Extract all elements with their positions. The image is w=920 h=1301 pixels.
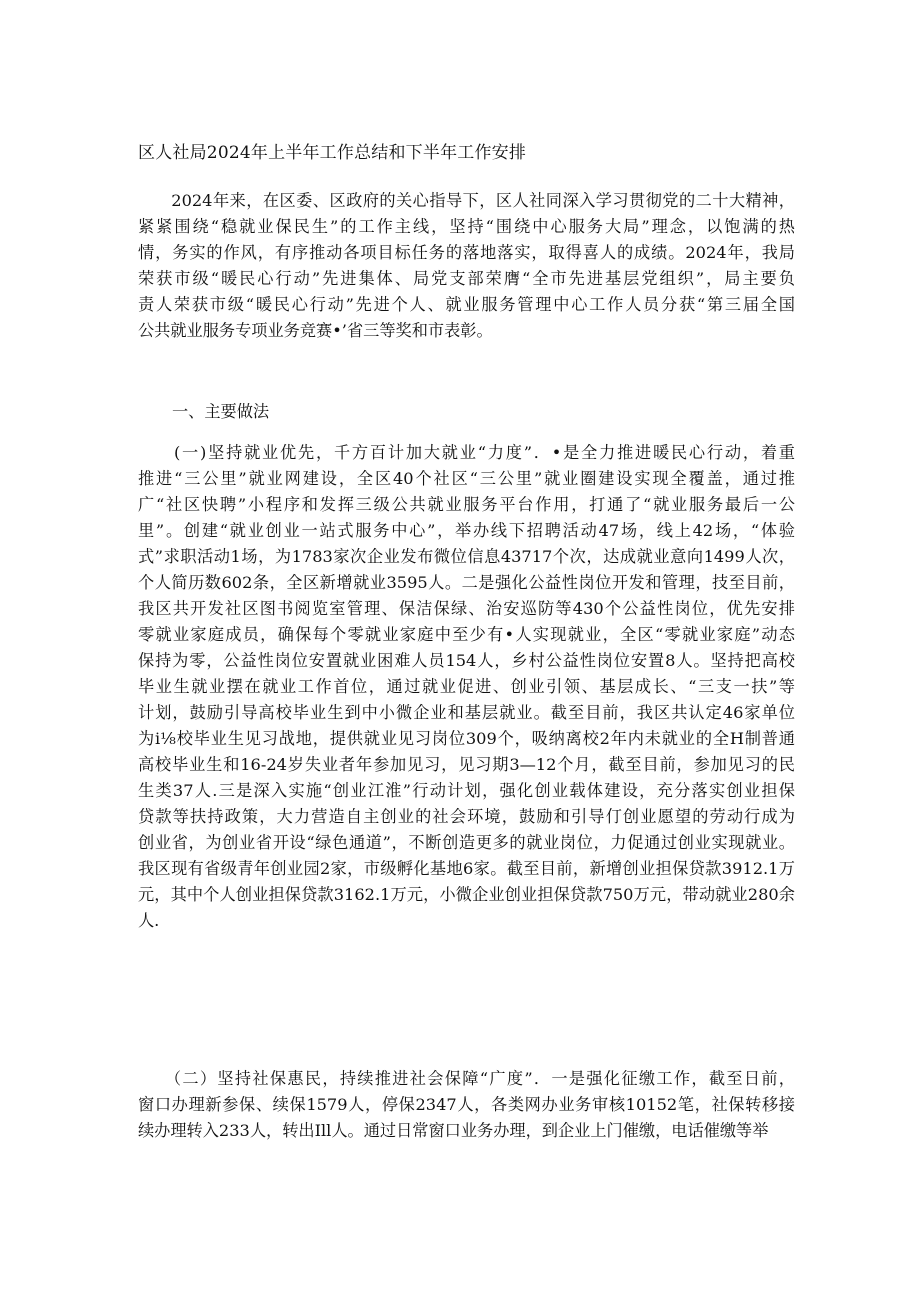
paragraph-line: 责人荣获市级“暖民心行动”先进个人、就业服务管理中心工作人员分获“第三届全国 [138, 295, 795, 314]
paragraph-line: 生类37人.三是深入实施“创业江淮”行动计划，强化创业载体建设，充分落实创业担保 [138, 781, 795, 800]
paragraph-line: 人. [138, 911, 160, 930]
paragraph-line: 推进“三公里”就业网建设，全区40个社区“三公里”就业圈建设实现全覆盖，通过推 [138, 469, 795, 488]
paragraph-line: 我区共开发社区图书阅览室管理、保洁保绿、治安巡防等430个公益性岗位，优先安排 [138, 599, 795, 618]
paragraph-line: 零就业家庭成员，确保每个零就业家庭中至少有•人实现就业，全区“零就业家庭”动态 [138, 625, 795, 644]
paragraph-line: 毕业生就业摆在就业工作首位，通过就业促进、创业引领、基层成长、“三支一扶”等 [138, 677, 795, 696]
paragraph-line: 紧紧围绕“稳就业保民生”的工作主线，坚持“围绕中心服务大局”理念，以饱满的热 [138, 217, 795, 236]
section-heading: 一、主要做法 [172, 402, 270, 421]
paragraph-line: 元，其中个人创业担保贷款3162.1万元，小微企业创业担保贷款750万元，带动就业280余 [138, 885, 795, 904]
paragraph-line: （二）坚持社保惠民，持续推进社会保障“广度”．一是强化征缴工作，截至日前， [138, 1069, 795, 1088]
paragraph-line: 窗口办理新参保、续保1579人，停保2347人，各类网办业务审核10152笔，社保转移接 [138, 1095, 795, 1114]
paragraph-line: 高校毕业生和16-24岁失业者年参加见习，见习期3—12个月，截至目前，参加见习的民 [138, 755, 795, 774]
paragraph-line: 保持为零，公益性岗位安置就业困难人员154人，乡村公益性岗位安置8人。坚持把高校 [138, 651, 795, 670]
paragraph-line: 我区现有省级青年创业园2家，市级孵化基地6家。截至目前，新增创业担保贷款3912.1万 [138, 859, 795, 878]
paragraph-line: 贷款等扶持政策，大力营造自主创业的社会环境，鼓励和引导仃创业愿望的劳动行成为 [138, 807, 795, 826]
paragraph-line: 创业省，为创业省开设“绿色通道”，不断创造更多的就业岗位，力促通过创业实现就业。 [138, 833, 795, 852]
section1-paragraph [138, 440, 795, 934]
paragraph-line: 为i⅛校毕业生见习战地，提供就业见习岗位309个，吸纳离校2年内未就业的全H制普通 [138, 729, 795, 748]
paragraph-line: 续办理转入233人，转出Ill人。通过日常窗口业务办理，到企业上门催缴，电话催缴等举 [138, 1121, 769, 1140]
paragraph-line: 个人简历数602条，全区新增就业3595人。二是强化公益性岗位开发和管理，技至目前， [138, 573, 795, 592]
paragraph-line: 广“社区快聘”小程序和发挥三级公共就业服务平台作用，打通了“就业服务最后一公 [138, 495, 795, 514]
document-title: 区人社局2024年上半年工作总结和下半年工作安排 [138, 143, 527, 163]
paragraph-line: 里”。创建“就业创业一站式服务中心”，举办线下招聘活动47场，线上42场，“体验 [138, 521, 795, 540]
paragraph-line: 荣获市级“暖民心行动”先进集体、局党支部荣膺“全市先进基层党组织”，局主要负 [138, 269, 795, 288]
paragraph-line: 式”求职活动1场，为1783家次企业发布微位信息43717个次，达成就业意向1499人次， [138, 547, 795, 566]
paragraph-line: (一)坚持就业优先，千方百计加大就业“力度”．•是全力推进暖民心行动，着重 [138, 443, 795, 462]
intro-paragraph [138, 188, 795, 344]
paragraph-line: 2024年来，在区委、区政府的关心指导下，区人社同深入学习贯彻党的二十大精神， [138, 191, 795, 210]
paragraph-line: 计划，鼓励引导高校毕业生到中小微企业和基层就业。截至目前，我区共认定46家单位 [138, 703, 795, 722]
paragraph-line: 公共就业服务专项业务竞赛•’省三等奖和市表彰。 [138, 321, 493, 340]
paragraph-line: 情，务实的作风，有序推动各项目标任务的落地落实，取得喜人的成绩。2024年，我局 [138, 243, 795, 262]
section2-paragraph [138, 1066, 795, 1144]
